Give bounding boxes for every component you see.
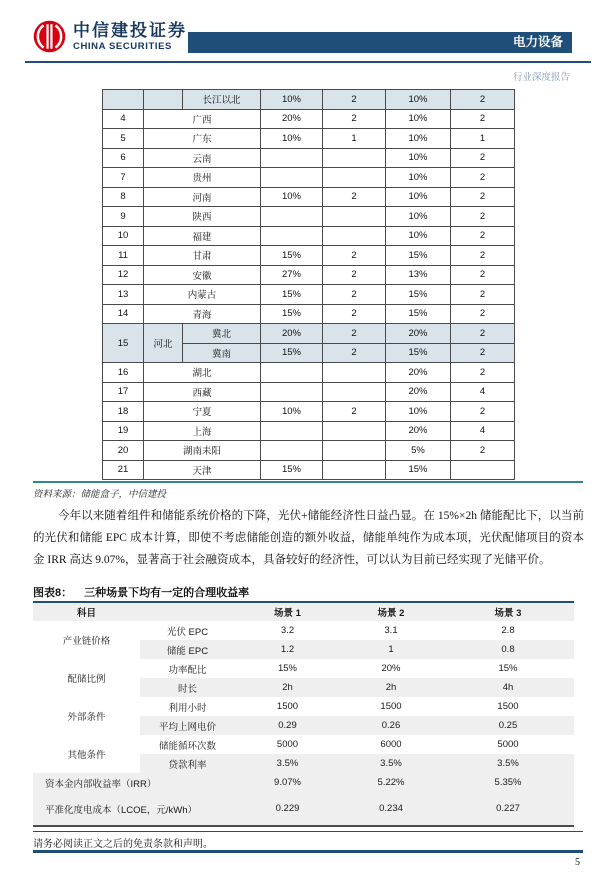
row-number: 20	[103, 441, 144, 461]
provinces-table-body	[103, 90, 515, 480]
value-cell	[323, 421, 386, 441]
region-name: 上海	[144, 421, 261, 441]
row-number: 17	[103, 382, 144, 402]
value-cell: 20%	[386, 382, 451, 402]
value-cell	[323, 441, 386, 461]
value-cell: 3.5%	[235, 754, 340, 773]
row-number: 8	[103, 187, 144, 207]
figure-bottom-rule	[33, 481, 583, 483]
header-row	[33, 602, 574, 621]
row-number: 13	[103, 285, 144, 305]
value-cell: 10%	[386, 187, 451, 207]
table-row	[103, 460, 515, 480]
figure-label: 图表8：	[33, 587, 73, 599]
region-name: 西藏	[144, 382, 261, 402]
value-cell	[261, 207, 323, 227]
value-cell: 27%	[261, 265, 323, 285]
value-cell: 0.234	[340, 792, 442, 826]
disclaimer-text: 请务必阅读正文之后的免责条款和声明。	[33, 839, 213, 850]
value-cell: 6000	[380, 739, 402, 750]
value-cell: 5.22%	[340, 773, 442, 792]
value-cell: 2	[451, 441, 515, 461]
row-number: 5	[103, 129, 144, 149]
value-cell: 10%	[386, 168, 451, 188]
item-label: 时长	[140, 678, 235, 697]
value-cell: 1500	[497, 701, 519, 712]
value-cell: 10%	[386, 148, 451, 168]
region-name: 安徽	[144, 265, 261, 285]
table-row	[103, 129, 515, 149]
value-cell: 2	[451, 226, 515, 246]
value-cell: 15%	[498, 663, 518, 674]
value-cell: 2	[451, 285, 515, 305]
value-cell: 2	[323, 109, 386, 129]
row-number: 7	[103, 168, 144, 188]
table-row	[33, 621, 574, 640]
table-row	[103, 285, 515, 305]
group-label: 外部条件	[33, 697, 140, 735]
value-cell: 0.25	[442, 716, 574, 735]
value-cell	[261, 226, 323, 246]
value-cell: 13%	[386, 265, 451, 285]
table-row	[103, 324, 515, 344]
region-name: 云南	[144, 148, 261, 168]
value-cell	[261, 421, 323, 441]
value-cell: 10%	[261, 402, 323, 422]
value-cell: 1	[451, 129, 515, 149]
row-number: 10	[103, 226, 144, 246]
summary-row	[33, 792, 574, 826]
header-divider	[25, 61, 591, 63]
column-header: 场景 1	[235, 602, 340, 621]
value-cell: 2	[451, 148, 515, 168]
region-name: 陕西	[144, 207, 261, 227]
table-row	[33, 697, 574, 716]
value-cell: 2	[323, 402, 386, 422]
value-cell: 20%	[261, 109, 323, 129]
row-number: 14	[103, 304, 144, 324]
value-cell: 0.29	[235, 716, 340, 735]
value-cell: 15%	[386, 343, 451, 363]
body-paragraph: 今年以来随着组件和储能系统价格的下降，光伏+储能经济性日益凸显。在 15%×2h 储能配比下，以当前的光伏和储能 EPC 成本计算，即使不考虑储能创造的额外收益，储能单纯作为成本项，光伏配储项目的资本金 IRR 高达 9.07%，显著高于社会融资成本，具备较好的经济性，可以认为目前已经实现了光储平价。	[33, 510, 584, 566]
brand-logo	[33, 20, 187, 53]
value-cell: 4	[451, 382, 515, 402]
row-number: 9	[103, 207, 144, 227]
region-name: 内蒙古	[144, 285, 261, 305]
value-cell: 2.8	[501, 625, 515, 636]
table-row	[103, 109, 515, 129]
value-cell: 2h	[235, 678, 340, 697]
value-cell	[451, 460, 515, 480]
scenario-table-body	[33, 621, 574, 826]
region-name: 天津	[144, 460, 261, 480]
column-header: 场景 2	[340, 602, 442, 621]
value-cell	[261, 168, 323, 188]
row-number: 18	[103, 402, 144, 422]
value-cell: 2	[323, 246, 386, 266]
value-cell: 0.227	[442, 792, 574, 826]
value-cell: 3.5%	[442, 754, 574, 773]
value-cell: 2	[451, 207, 515, 227]
value-cell	[323, 226, 386, 246]
table-row	[33, 659, 574, 678]
value-cell: 5.35%	[442, 773, 574, 792]
table-row	[103, 207, 515, 227]
page-number: 5	[575, 857, 580, 868]
region-name: 冀南	[183, 343, 261, 363]
region-name: 甘肃	[144, 246, 261, 266]
region-name: 长江以北	[183, 90, 261, 110]
value-cell: 10%	[261, 129, 323, 149]
value-cell: 10%	[386, 207, 451, 227]
row-number	[103, 90, 144, 110]
table-row	[103, 90, 515, 110]
value-cell: 1500	[380, 701, 402, 712]
value-cell: 2	[451, 246, 515, 266]
value-cell: 10%	[386, 402, 451, 422]
source-note: 资料来源：储能盒子，中信建投	[33, 490, 167, 500]
value-cell: 15%	[261, 343, 323, 363]
value-cell: 3.5%	[340, 754, 442, 773]
region-name: 贵州	[144, 168, 261, 188]
region-name: 冀北	[183, 324, 261, 344]
sector-banner	[188, 32, 572, 53]
row-number: 15	[103, 324, 144, 363]
summary-row	[33, 773, 574, 792]
value-cell	[261, 441, 323, 461]
value-cell: 15%	[277, 663, 297, 674]
group-label: 产业链价格	[33, 621, 140, 659]
item-label: 储能循环次数	[158, 740, 216, 752]
value-cell: 20%	[386, 324, 451, 344]
province-group	[144, 90, 183, 110]
row-number: 19	[103, 421, 144, 441]
value-cell: 2	[451, 187, 515, 207]
value-cell: 10%	[386, 129, 451, 149]
value-cell: 2	[451, 402, 515, 422]
column-header: 场景 3	[442, 602, 574, 621]
table-row	[103, 402, 515, 422]
value-cell: 10%	[386, 226, 451, 246]
value-cell: 2	[451, 363, 515, 383]
row-number: 6	[103, 148, 144, 168]
value-cell: 4h	[442, 678, 574, 697]
table-row	[103, 421, 515, 441]
value-cell	[323, 168, 386, 188]
value-cell	[323, 148, 386, 168]
value-cell: 2	[323, 343, 386, 363]
value-cell: 1	[323, 129, 386, 149]
value-cell: 9.07%	[235, 773, 340, 792]
value-cell: 15%	[386, 460, 451, 480]
value-cell: 5000	[276, 739, 299, 750]
value-cell	[323, 207, 386, 227]
value-cell	[323, 382, 386, 402]
region-name: 宁夏	[144, 402, 261, 422]
table-row	[103, 187, 515, 207]
value-cell: 10%	[386, 109, 451, 129]
brand-text	[73, 21, 187, 52]
table-row	[103, 304, 515, 324]
value-cell: 20%	[381, 663, 401, 674]
value-cell: 20%	[386, 363, 451, 383]
region-name: 青海	[144, 304, 261, 324]
value-cell: 1	[340, 640, 442, 659]
region-name: 湖北	[144, 363, 261, 383]
value-cell: 2	[451, 324, 515, 344]
column-header	[140, 602, 235, 621]
footer-divider-thin	[33, 831, 583, 832]
provinces-table	[102, 89, 515, 480]
group-label: 配储比例	[33, 659, 140, 697]
table-row	[33, 735, 574, 754]
value-cell: 2	[323, 285, 386, 305]
item-label: 光伏 EPC	[166, 626, 209, 638]
region-name: 广东	[144, 129, 261, 149]
summary-label: 资本金内部收益率（IRR）	[33, 773, 235, 792]
table-row	[103, 148, 515, 168]
value-cell: 2	[451, 168, 515, 188]
value-cell: 3.2	[280, 625, 295, 636]
value-cell: 15%	[261, 285, 323, 305]
item-label: 功率配比	[168, 664, 207, 676]
table-row	[103, 168, 515, 188]
row-number: 21	[103, 460, 144, 480]
value-cell: 15%	[261, 304, 323, 324]
value-cell	[323, 363, 386, 383]
table-row	[103, 382, 515, 402]
value-cell: 20%	[261, 324, 323, 344]
value-cell: 2	[323, 304, 386, 324]
value-cell: 2h	[340, 678, 442, 697]
table-row	[103, 226, 515, 246]
value-cell	[261, 382, 323, 402]
row-number: 4	[103, 109, 144, 129]
value-cell: 1.2	[235, 640, 340, 659]
value-cell: 15%	[386, 285, 451, 305]
value-cell: 10%	[386, 90, 451, 110]
column-header: 科目	[33, 602, 140, 621]
table-row	[103, 441, 515, 461]
table-row	[103, 363, 515, 383]
value-cell: 20%	[386, 421, 451, 441]
value-cell: 15%	[386, 246, 451, 266]
value-cell: 3.1	[384, 625, 398, 636]
province-group: 河北	[144, 324, 183, 363]
summary-label: 平准化度电成本（LCOE，元/kWh）	[33, 792, 235, 826]
figure-heading	[33, 584, 249, 600]
value-cell: 10%	[261, 90, 323, 110]
region-name: 福建	[144, 226, 261, 246]
value-cell	[323, 460, 386, 480]
region-name: 湖南耒阳	[144, 441, 261, 461]
row-number: 11	[103, 246, 144, 266]
value-cell: 0.8	[442, 640, 574, 659]
scenario-table	[33, 601, 574, 827]
value-cell: 5000	[497, 739, 519, 750]
value-cell: 2	[323, 90, 386, 110]
brand-name-en: CHINA SECURITIES	[73, 40, 172, 52]
value-cell	[261, 363, 323, 383]
value-cell	[261, 148, 323, 168]
region-name: 广西	[144, 109, 261, 129]
sector-label: 电力设备	[512, 35, 563, 49]
item-label: 贷款利率	[140, 754, 235, 773]
scenario-table-head	[33, 602, 574, 621]
table-row	[103, 246, 515, 266]
group-label: 其他条件	[33, 735, 140, 773]
footer-divider-thick	[33, 850, 583, 853]
value-cell: 10%	[261, 187, 323, 207]
table-row	[103, 265, 515, 285]
value-cell: 15%	[261, 460, 323, 480]
row-number: 16	[103, 363, 144, 383]
brand-name-cn: 中信建投证券	[73, 21, 187, 41]
item-label: 利用小时	[168, 702, 207, 714]
value-cell: 2	[451, 90, 515, 110]
value-cell: 4	[451, 421, 515, 441]
item-label: 平均上网电价	[140, 716, 235, 735]
value-cell: 2	[323, 265, 386, 285]
item-label: 储能 EPC	[140, 640, 235, 659]
value-cell: 0.229	[235, 792, 340, 826]
value-cell: 2	[323, 187, 386, 207]
value-cell: 2	[451, 343, 515, 363]
value-cell: 2	[451, 304, 515, 324]
value-cell: 15%	[261, 246, 323, 266]
value-cell: 0.26	[340, 716, 442, 735]
value-cell: 5%	[386, 441, 451, 461]
report-type-label: 行业深度报告	[512, 73, 570, 83]
row-number: 12	[103, 265, 144, 285]
value-cell: 1500	[276, 701, 299, 712]
value-cell: 2	[451, 265, 515, 285]
value-cell: 2	[451, 109, 515, 129]
citic-logo-icon	[33, 20, 66, 53]
value-cell: 15%	[386, 304, 451, 324]
figure-title: 三种场景下均有一定的合理收益率	[84, 587, 250, 599]
value-cell: 2	[323, 324, 386, 344]
region-name: 河南	[144, 187, 261, 207]
